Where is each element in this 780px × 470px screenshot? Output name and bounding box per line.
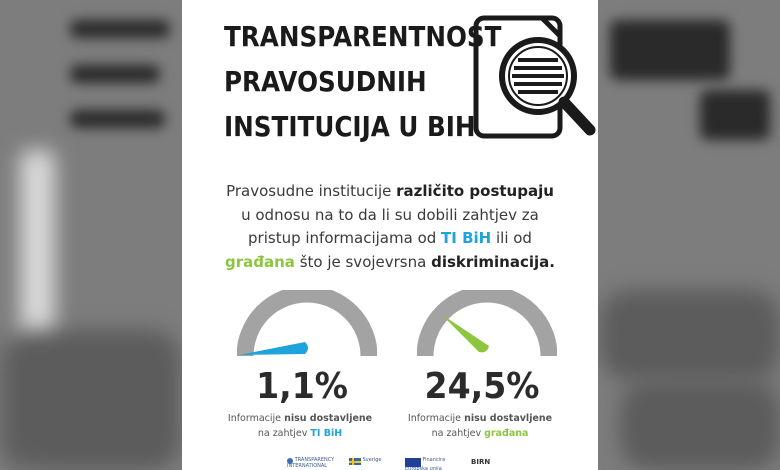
caption-bold: nisu dostavljene <box>284 413 373 424</box>
page-title <box>224 14 502 149</box>
caption-ti-bih: TI BiH <box>310 428 343 439</box>
caption-text: Informacije <box>227 413 285 424</box>
logo-text-birn: BIRN <box>471 458 491 466</box>
intro-text-2: u odnosu na to da li su dobili zahtjev za pristup informacijama od <box>241 205 539 247</box>
caption-gradjana: građana <box>484 428 529 439</box>
document-magnifier-icon <box>472 14 598 144</box>
stat-caption-ti-bih <box>210 411 390 441</box>
intro-text-3: ili od <box>491 229 532 247</box>
sweden-logo <box>349 458 394 470</box>
title-line-3: INSTITUCIJA U BIH <box>224 110 476 143</box>
eu-logo <box>405 458 455 470</box>
intro-text-4: što je svojevrsna <box>294 252 432 271</box>
intro-bold-4: diskriminacija. <box>431 252 555 271</box>
intro-bold-1: različito postupaju <box>396 182 554 200</box>
title-line-1: TRANSPARENTNOST <box>224 20 502 53</box>
stat-value-gradjana: 24,5% <box>424 366 540 407</box>
logo-text-ti: TRANSPARENCY INTERNATIONAL <box>287 457 335 469</box>
intro-gradjana: građana <box>225 252 295 271</box>
stat-caption-gradjana <box>390 411 570 441</box>
gauge-ti-bih <box>237 290 377 360</box>
transparency-international-logo <box>287 458 342 470</box>
stat-value-ti-bih: 1,1% <box>256 366 348 407</box>
caption-bold: nisu dostavljene <box>464 413 553 424</box>
intro-text-1: Pravosudne institucije <box>226 182 397 200</box>
title-line-2: PRAVOSUDNIH <box>224 65 427 98</box>
caption-text: na zahtjev <box>257 428 311 439</box>
logo-text-se: Sverige <box>362 457 382 463</box>
intro-ti-bih: TI BiH <box>441 229 492 247</box>
sponsor-logos <box>287 458 517 470</box>
infographic-card <box>182 0 598 470</box>
caption-text: na zahtjev <box>431 428 485 439</box>
logo-text-eu: Financira Europska unija <box>405 457 446 470</box>
gauge-gradjana <box>417 290 557 360</box>
caption-text: Informacije <box>407 413 465 424</box>
intro-paragraph <box>222 180 558 274</box>
gauge-needle-gradjana <box>441 314 489 352</box>
birn-logo <box>471 458 511 470</box>
